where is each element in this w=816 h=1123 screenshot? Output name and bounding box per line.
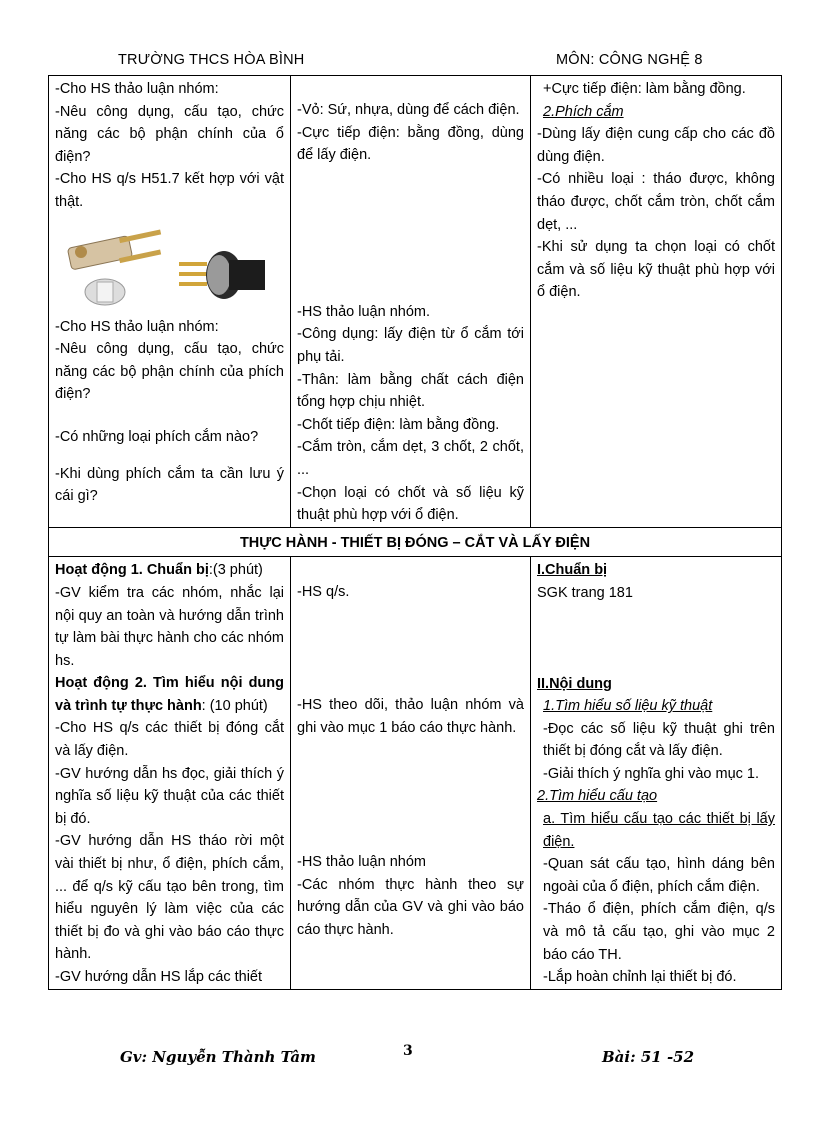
text-line: -Cho HS q/s H51.7 kết hợp với vật thật. <box>55 171 284 210</box>
student-activity-cell <box>291 557 531 990</box>
subheading: a. Tìm hiểu cấu tạo các thiết bị lấy điện. <box>543 811 775 850</box>
text-line: -Cho HS q/s các thiết bị đóng cắt và lấy điện. <box>55 720 284 760</box>
text-line: -Cho HS thảo luận nhóm: <box>55 318 219 335</box>
student-activity-cell <box>291 76 531 528</box>
text-line: -HS thảo luận nhóm <box>297 854 426 871</box>
content-cell <box>531 557 782 990</box>
lesson-table <box>48 75 782 990</box>
text-line: -Có những loại phích cắm nào? <box>55 428 259 445</box>
text-line: -Lắp hoàn chỉnh lại thiết bị đó. <box>543 969 737 986</box>
text-line: -Cắm tròn, cắm dẹt, 3 chốt, 2 chốt, ... <box>297 439 524 478</box>
teacher-name: Gv: Nguyễn Thành Tâm <box>120 1048 316 1066</box>
heading-content: II.Nội dung <box>537 675 612 692</box>
text-line: -Dùng lấy điện cung cấp cho các đồ dùng điện. <box>537 126 775 165</box>
text-line: -Chốt tiếp điện: làm bằng đồng. <box>297 416 500 433</box>
text-line: -Vỏ: Sứ, nhựa, dùng để cách điện. <box>297 102 520 118</box>
subheading: 1.Tìm hiểu số liệu kỹ thuật <box>543 698 713 715</box>
teacher-activity-cell <box>49 76 291 528</box>
text-line: -Cho HS thảo luận nhóm: <box>55 81 219 97</box>
text-line: -Có nhiều loại : tháo được, không tháo được, chốt cắm tròn, chốt cắm dẹt, ... <box>537 171 775 233</box>
lesson-number: Bài: 51 -52 <box>602 1048 695 1066</box>
text-line: -Tháo ổ điện, phích cắm điện, q/s và mô tả cấu tạo, ghi vào mục 2 báo cáo TH. <box>543 901 775 963</box>
text-line: -Khi dùng phích cắm ta cần lưu ý cái gì? <box>55 465 284 505</box>
text-line: -GV hướng dẫn hs đọc, giải thích ý nghĩa số liệu kỹ thuật của các thiết bị đó. <box>55 765 284 827</box>
table-row <box>49 557 782 990</box>
subheading: 2.Tìm hiểu cấu tạo <box>537 788 658 805</box>
text-line: -Giải thích ý nghĩa ghi vào mục 1. <box>543 765 759 782</box>
text-line: -Các nhóm thực hành theo sự hướng dẫn của GV và ghi vào báo cáo thực hành. <box>297 876 524 938</box>
text-line: -HS thảo luận nhóm. <box>297 303 430 320</box>
subject-name: MÔN: CÔNG NGHỆ 8 <box>556 52 703 68</box>
school-name: TRƯỜNG THCS HÒA BÌNH <box>118 52 305 68</box>
content-cell <box>531 76 782 528</box>
text-line: -HS theo dõi, thảo luận nhóm và ghi vào mục 1 báo cáo thực hành. <box>297 696 524 736</box>
text-line: -GV kiểm tra các nhóm, nhắc lại nội quy an toàn và hướng dẫn trình tự làm bài thực hành cho các nhóm hs. <box>55 584 284 669</box>
text-line: -Đọc các số liệu kỹ thuật ghi trên thiết bị đóng cắt và lấy điện. <box>543 720 775 760</box>
heading-preparation: I.Chuẩn bị <box>537 562 608 579</box>
text-line: -Thân: làm bằng chất cách điện tổng hợp chịu nhiệt. <box>297 371 524 411</box>
text-line: -Cực tiếp điện: bằng đồng, dùng để lấy điện. <box>297 124 524 164</box>
text-line: -Nêu công dụng, cấu tạo, chức năng các bộ phận chính của phích điện? <box>55 341 284 403</box>
page-number: 3 <box>403 1043 413 1059</box>
plug-photo <box>59 220 269 312</box>
text-line: -Nêu công dụng, cấu tạo, chức năng các bộ phận chính của ổ điện? <box>55 103 284 165</box>
text-line: -GV hướng dẫn HS lắp các thiết <box>55 969 263 985</box>
section-row <box>49 527 782 557</box>
table-row <box>49 76 782 528</box>
text-line: -Công dụng: lấy điện từ ổ cắm tới phụ tải. <box>297 326 524 365</box>
text-line: +Cực tiếp điện: làm bằng đồng. <box>543 81 746 97</box>
section-title: THỰC HÀNH - THIẾT BỊ ĐÓNG – CẮT VÀ LẤY ĐIỆN <box>49 527 782 557</box>
text-line: -Khi sử dụng ta chọn loại có chốt cắm và số liệu kỹ thuật phù hợp với ổ điện. <box>537 239 775 301</box>
activity-2-heading: Hoạt động 2. Tìm hiểu nội dung và trình tự thực hành: (10 phút) <box>55 675 284 714</box>
text-line: SGK trang 181 <box>537 584 633 601</box>
activity-1-heading: Hoạt động 1. Chuẩn bị:(3 phút) <box>55 562 263 579</box>
text-line: -Chọn loại có chốt và số liệu kỹ thuật phù hợp với ổ điện. <box>297 484 524 524</box>
text-line: -HS q/s. <box>297 584 350 601</box>
subheading: 2.Phích cắm <box>543 103 624 120</box>
teacher-activity-cell <box>49 557 291 990</box>
text-line: -GV hướng dẫn HS tháo rời một vài thiết bị như, ổ điện, phích cắm, ... để q/s kỹ cấu tạo bên trong, tìm hiểu nguyên lý làm việc của các thiết bị đo và ghi vào báo cáo thực hành. <box>55 833 284 963</box>
text-line: -Quan sát cấu tạo, hình dáng bên ngoài của ổ điện, phích cắm điện. <box>543 856 775 895</box>
